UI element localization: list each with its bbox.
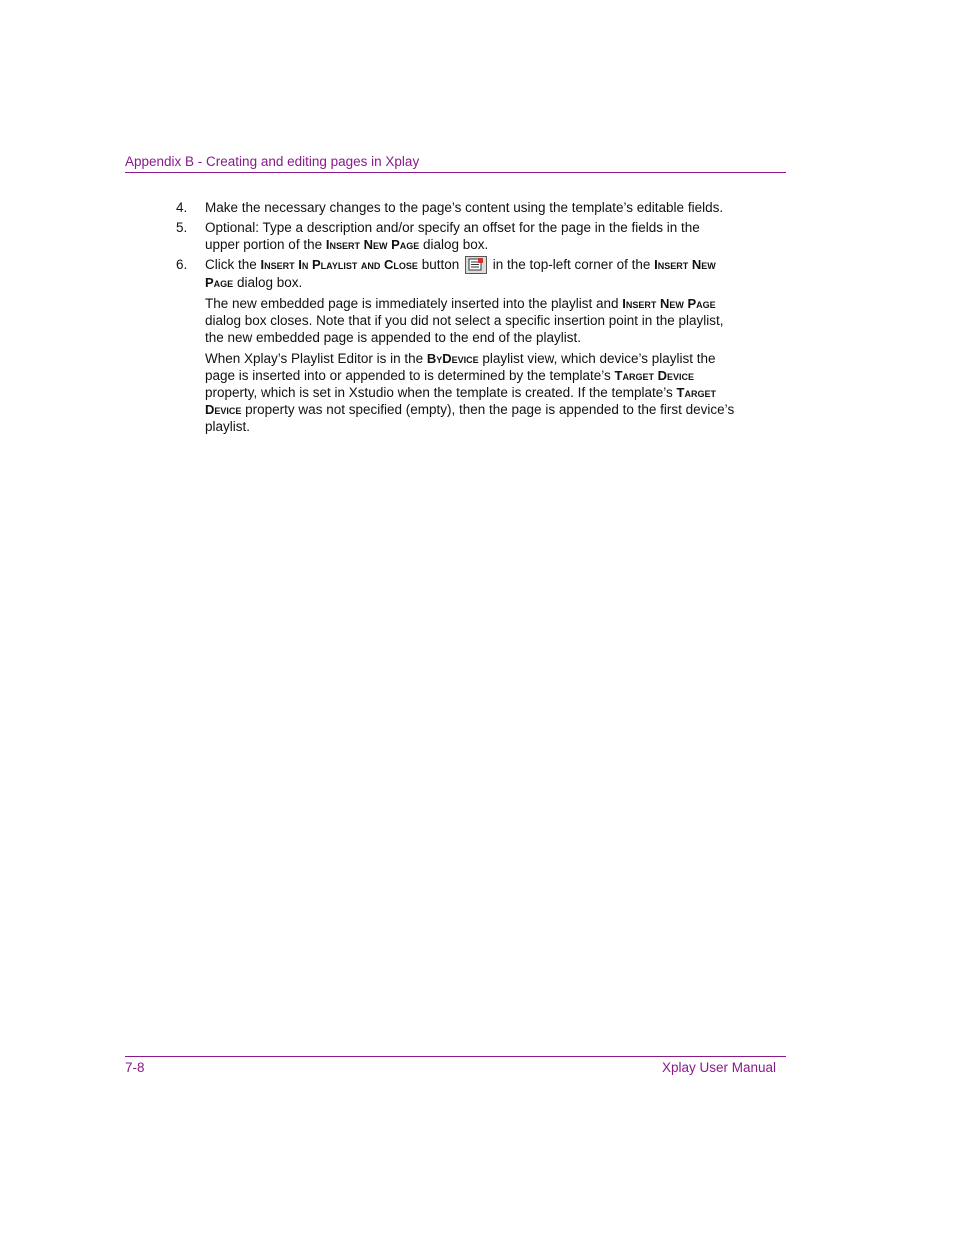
ui-reference: ByDevice: [426, 351, 479, 366]
paragraph-text: playlist view, which device’s playlist the page is inserted into or appended to is determined by the template’s: [205, 351, 716, 383]
step-text: Click the: [205, 257, 261, 272]
paragraph-text: When Xplay’s Playlist Editor is in the: [205, 351, 427, 366]
header-rule: [125, 172, 786, 173]
ui-reference: Insert New Page: [325, 237, 420, 252]
ui-reference: Insert New Page: [622, 296, 716, 311]
step-text: dialog box.: [233, 275, 303, 290]
paragraph-text: dialog box closes. Note that if you did not select a specific insertion point in the playlist, the new embedded page is appended to the end of the playlist.: [205, 313, 724, 345]
paragraph-bydevice: [176, 350, 738, 435]
insert-in-playlist-icon: [465, 256, 487, 274]
step-number: 4.: [176, 200, 188, 215]
page-number: 7-8: [125, 1060, 145, 1075]
paragraph-insert-result: [176, 295, 738, 346]
paragraph-text: The new embedded page is immediately inserted into the playlist and: [205, 296, 623, 311]
step-text: dialog box.: [419, 237, 489, 252]
ui-reference: Target Device: [614, 368, 694, 383]
step-text: in the top-left corner of the: [489, 257, 655, 272]
step-4: [176, 199, 738, 216]
paragraph-text: property, which is set in Xstudio when the template is created. If the template’s: [205, 385, 677, 400]
main-content: [176, 199, 738, 435]
footer-rule: [125, 1056, 786, 1057]
ui-reference: Insert In Playlist and Close: [260, 257, 418, 272]
step-text: Optional: Type a description and/or specify an offset for the page in the fields in the upper portion of the: [205, 220, 700, 252]
step-6: [176, 256, 738, 291]
step-number: 5.: [176, 220, 188, 235]
ui-reference: Insert New Page: [205, 257, 716, 290]
step-text: Make the necessary changes to the page’s content using the template’s editable fields.: [205, 200, 724, 215]
manual-title: Xplay User Manual: [661, 1060, 776, 1075]
step-text: button: [417, 257, 463, 272]
header-title: Appendix B - Creating and editing pages in Xplay: [125, 154, 420, 169]
paragraph-text: property was not specified (empty), then the page is appended to the first device’s playlist.: [205, 402, 735, 434]
step-number: 6.: [176, 257, 188, 272]
ui-reference: Target Device: [205, 385, 716, 417]
step-5: [176, 219, 738, 253]
